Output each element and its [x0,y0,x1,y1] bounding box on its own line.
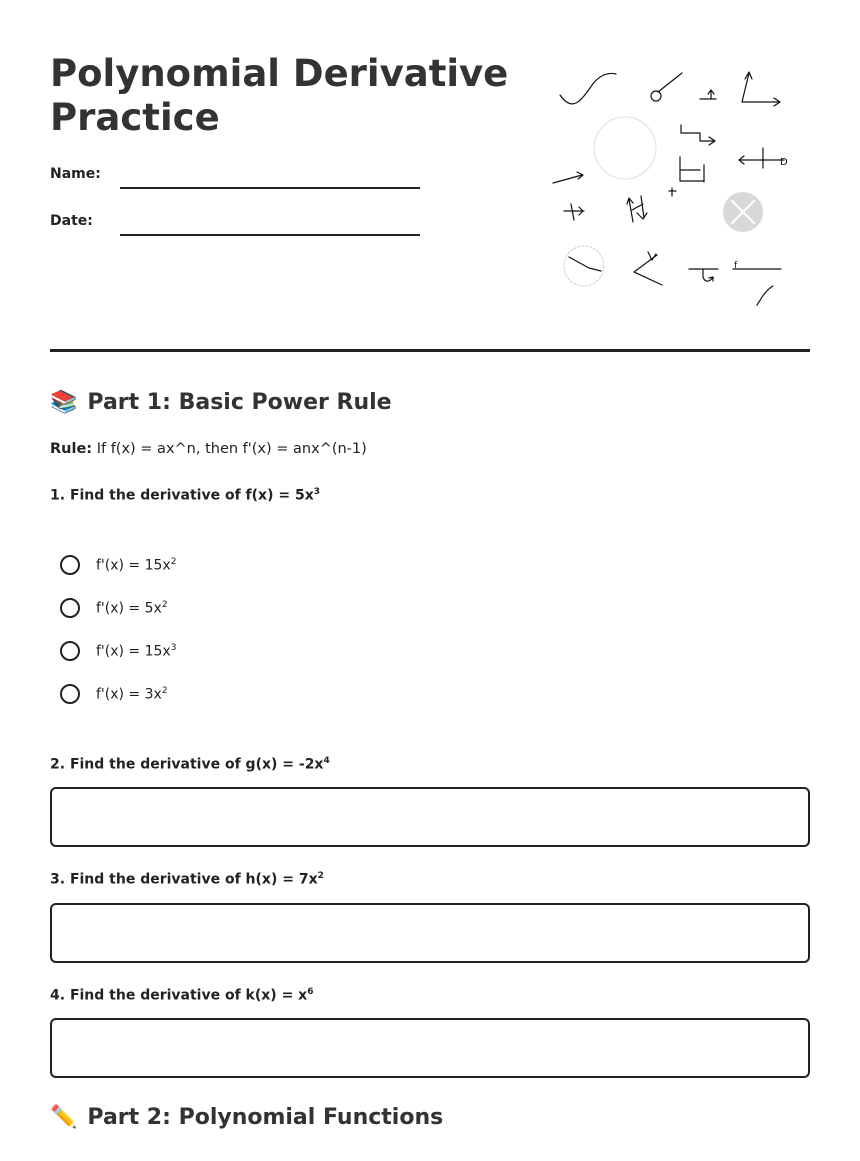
answer-box-4[interactable] [50,1018,810,1078]
option-d[interactable] [60,681,168,707]
part1-heading [50,390,392,415]
question-2 [50,756,330,773]
question-prompt: Find the derivative of g(x) = -2x [69,756,324,773]
pencil-icon: ✏️ [50,1105,78,1130]
question-number: 2. [50,756,66,773]
question-number: 4. [50,987,66,1004]
option-b[interactable] [60,595,168,621]
radio-button[interactable] [60,555,80,575]
answer-box-3[interactable] [50,903,810,963]
question-1 [50,487,320,504]
math-doodles-icon [545,60,805,320]
radio-button[interactable] [60,684,80,704]
option-c[interactable] [60,638,176,664]
option-label: $f'(x) = 5x^2$ [96,599,168,617]
rule-lead: Rule: [50,441,93,457]
option-label: $f'(x) = 15x^3$ [96,642,177,660]
question-prompt: Find the derivative of k(x) = x [69,987,308,1004]
part1-heading-text: Part 1: Basic Power Rule [87,390,392,415]
doodle-label-f: f [734,261,738,271]
answer-box-2[interactable] [50,787,810,847]
name-line[interactable] [120,187,420,189]
doodle-label-d: D [780,157,788,168]
question-3 [50,871,324,888]
question-number: 1. [50,487,66,504]
part2-heading [50,1105,443,1130]
date-label: Date: [50,213,93,229]
question-exponent: 2 [317,871,324,881]
books-icon: 📚 [50,390,78,415]
date-line[interactable] [120,234,420,236]
power-rule [50,441,367,457]
question-prompt: Find the derivative of f(x) = 5x [69,487,314,504]
header-divider [50,349,810,352]
question-prompt: Find the derivative of h(x) = 7x [69,871,318,888]
question-exponent: 3 [313,487,320,497]
question-number: 3. [50,871,66,888]
question-exponent: 4 [323,756,330,766]
rule-formula: If f(x) = ax^n, then f'(x) = anx^(n-1) [92,441,367,457]
option-label: $f'(x) = 15x^2$ [96,556,177,574]
part2-heading-text: Part 2: Polynomial Functions [87,1105,444,1130]
name-label: Name: [50,166,101,182]
page-title: Polynomial Derivative Practice [50,52,509,139]
radio-button[interactable] [60,598,80,618]
question-exponent: 6 [307,987,314,997]
radio-button[interactable] [60,641,80,661]
question-4 [50,987,313,1004]
option-a[interactable] [60,552,176,578]
option-label: $f'(x) = 3x^2$ [96,685,168,703]
